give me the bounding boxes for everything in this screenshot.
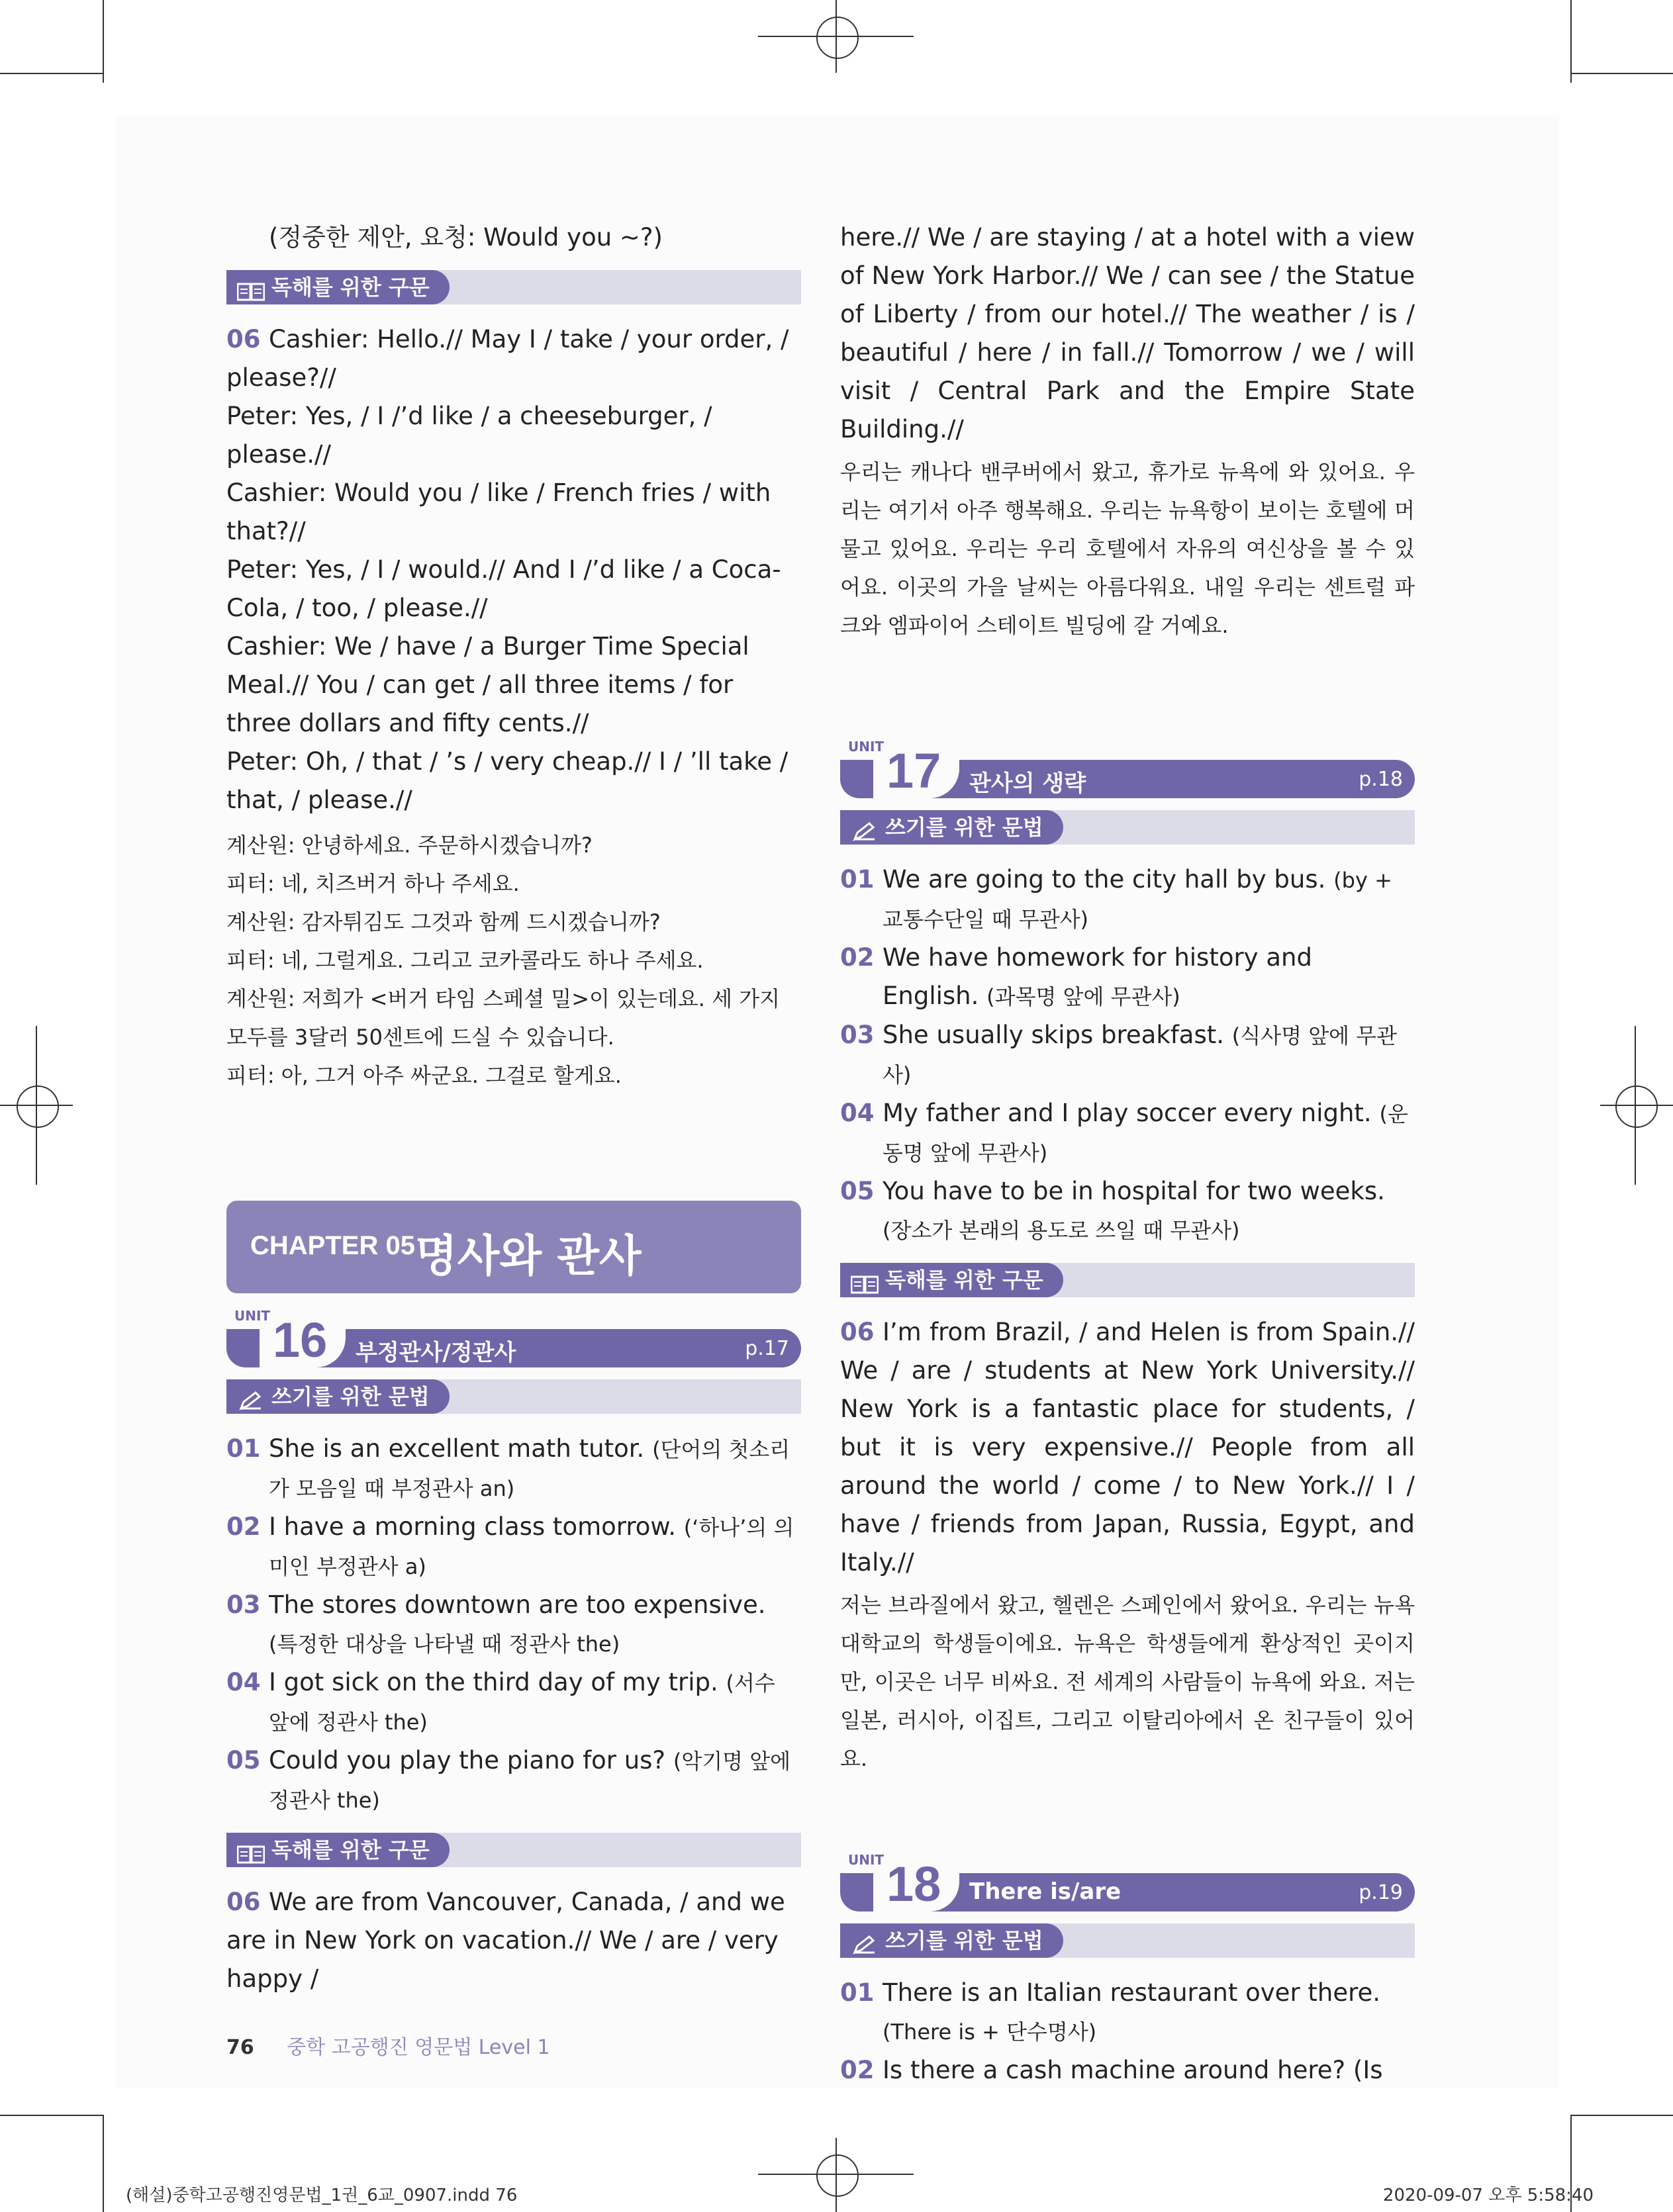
unit-title: 관사의 생략 (969, 770, 1086, 797)
unit-header (840, 739, 1415, 798)
unit-label: UNIT (848, 1852, 884, 1868)
dialog-text: Oh, / that / ’s / very cheap.// I / ’ll take / that, / please.// (226, 747, 789, 814)
unit-label: UNIT (848, 739, 884, 755)
item-number: 06 (840, 1318, 875, 1346)
unit-number: 17 (886, 743, 941, 798)
unit-number: 18 (886, 1857, 941, 1912)
item-sentence: I got sick on the third day of my trip. (269, 1668, 718, 1696)
item-number: 01 (226, 1434, 261, 1463)
reading-banner (840, 1263, 1415, 1297)
reading-paragraph (840, 1313, 1415, 1582)
item-number: 03 (840, 1021, 875, 1049)
unit-number: 16 (273, 1313, 328, 1367)
list-item (840, 1974, 1415, 2051)
dialog-text: Hello.// May I / take / your order, / please?// (226, 325, 789, 392)
pencil-icon (851, 1931, 879, 1951)
item-sentence: Is there a cash machine around here? (Is (883, 2056, 1383, 2084)
translation-line: 계산원: 안녕하세요. 주문하시겠습니까? (226, 833, 593, 858)
list-item (840, 1172, 1415, 1250)
item-note: (운동명 앞에 무관사) (883, 1101, 1408, 1166)
speaker: Cashier: (226, 479, 327, 507)
item-number: 05 (840, 1177, 875, 1205)
unit-header (840, 1852, 1415, 1912)
item-sentence: I have a morning class tomorrow. (269, 1512, 676, 1541)
registration-mark (816, 17, 859, 59)
paragraph-translation: 우리는 캐나다 밴쿠버에서 왔고, 휴가로 뉴욕에 와 있어요. 우리는 여기서 아주 행복해요. 우리는 뉴욕항이 보이는 호텔에 머물고 있어요. 우리는 우리 호텔에서 자유의 여신상을 볼 수 있어요. 이곳의 가을 날씨는 아름다워요. 내일 우리는 센트럴 파크와 엠파이어 스테이트 빌딩에 갈 거예요. (840, 459, 1415, 638)
slug-file: (해설)중학고공행진영문법_1권_6교_0907.indd 76 (126, 2186, 518, 2205)
crop-mark (1570, 0, 1572, 83)
dialog-line (226, 474, 801, 551)
dialog (226, 320, 801, 819)
pencil-icon (237, 1387, 265, 1406)
crop-mark (103, 0, 104, 83)
item-sentence: She is an excellent math tutor. (269, 1434, 645, 1463)
dialog-line (226, 743, 801, 819)
dialog-text: Yes, / I /’d like / a cheeseburger, / please.// (226, 402, 712, 469)
registration-mark (758, 36, 914, 37)
writing-banner-label: 쓰기를 위한 문법 (885, 1928, 1043, 1953)
list-item (840, 2051, 1415, 2090)
item-number: 03 (226, 1590, 261, 1619)
speaker: Peter: (226, 555, 299, 584)
item-sentence: Could you play the piano for us? (269, 1746, 666, 1774)
crop-mark (1572, 73, 1673, 74)
item-number: 04 (226, 1668, 261, 1696)
registration-mark (758, 2174, 914, 2175)
item-number: 06 (226, 1888, 261, 1916)
item-number: 05 (226, 1746, 261, 1774)
writing-banner-label: 쓰기를 위한 문법 (885, 815, 1043, 840)
registration-mark (0, 1105, 73, 1106)
item-number: 04 (840, 1099, 875, 1127)
speaker: Cashier: (269, 325, 369, 353)
item-note: (과목명 앞에 무관사) (986, 984, 1180, 1009)
reading-banner-label: 독해를 위한 구문 (885, 1267, 1043, 1293)
right-column (840, 218, 1415, 2090)
chapter-title: 명사와 관사 (415, 1230, 642, 1281)
unit-title: 부정관사/정관사 (356, 1340, 516, 1366)
item-sentence: We have homework for history and English. (883, 943, 1312, 1010)
dialog-line (226, 551, 801, 627)
page-footer (226, 2031, 550, 2060)
writing-banner (840, 810, 1415, 845)
book-icon (851, 1270, 879, 1290)
dialog-line (226, 627, 801, 743)
list-item (840, 939, 1415, 1016)
list-item (226, 1586, 801, 1663)
translation-line: 계산원: 감자튀김도 그것과 함께 드시겠습니까? (226, 909, 661, 935)
item-note: (서수 앞에 정관사 the) (269, 1671, 775, 1735)
item-note: (There is + 단수명사) (883, 2019, 1097, 2045)
book-title: 중학 고공행진 영문법 Level 1 (287, 2036, 550, 2059)
speaker: Peter: (226, 402, 299, 430)
reading-banner (226, 270, 801, 304)
speaker: Cashier: (226, 632, 327, 661)
translation-line: 계산원: 저희가 <버거 타임 스페셜 밀>이 있는데요. 세 가지 모두를 3달러 50센트에 드실 수 있습니다. (226, 986, 781, 1050)
reading-paragraph: here.// We / are staying / at a hotel with a view of New York Harbor.// We / can see / the Statue of Liberty / from our hotel.// The weather / is / beautiful / here / in fall.// Tomorrow / we / will visit / Central Park and the Empire State Building.// (840, 223, 1415, 443)
dialog-line (226, 320, 801, 397)
item-sentence: She usually skips breakfast. (883, 1021, 1225, 1049)
item-note: (by + 교통수단일 때 무관사) (883, 868, 1392, 932)
item-note: (식사명 앞에 무관사) (883, 1023, 1398, 1087)
item-sentence: We are going to the city hall by bus. (883, 865, 1326, 894)
item-number: 01 (840, 865, 875, 894)
unit-page: p.18 (1359, 768, 1403, 791)
book-icon (237, 277, 265, 297)
reading-paragraph (226, 1883, 801, 1998)
item-note: (특정한 대상을 나타낼 때 정관사 the) (269, 1632, 620, 1657)
paragraph-text: We are from Vancouver, Canada, / and we are in New York on vacation.// We / are / very happy / (226, 1888, 785, 1993)
unit-page: p.19 (1359, 1881, 1403, 1904)
registration-mark (1600, 1105, 1673, 1106)
crop-mark (1572, 2115, 1673, 2116)
translation-line: 피터: 네, 그럴게요. 그리고 코카콜라도 하나 주세요. (226, 948, 704, 973)
item-number: 02 (840, 2056, 875, 2084)
dialog-text: Would you / like / French fries / with that?// (226, 479, 771, 545)
list-item (226, 1741, 801, 1820)
item-note: (장소가 본래의 용도로 쓰일 때 무관사) (883, 1218, 1240, 1243)
registration-mark (17, 1085, 59, 1128)
item-number: 02 (226, 1512, 261, 1541)
pencil-icon (851, 817, 879, 837)
dialog-text: Yes, / I / would.// And I /’d like / a Coca-Cola, / too, / please.// (226, 555, 781, 622)
crop-mark (0, 73, 103, 74)
chapter-label: CHAPTER 05 (250, 1231, 415, 1260)
speaker: Peter: (226, 747, 299, 776)
intro-note: (정중한 제안, 요청: Would you ~?) (269, 223, 663, 252)
paragraph-translation: 저는 브라질에서 왔고, 헬렌은 스페인에서 왔어요. 우리는 뉴욕대학교의 학생들이에요. 뉴욕은 학생들에게 환상적인 곳이지만, 이곳은 너무 비싸요. 전 세계의 사람들이 뉴욕에 와요. 저는 일본, 러시아, 이집트, 그리고 이탈리아에서 온 친구들이 있어요. (840, 1592, 1415, 1771)
list-item (226, 1508, 801, 1586)
left-column (226, 218, 801, 1998)
writing-banner (840, 1923, 1415, 1958)
list-item (840, 860, 1415, 939)
dialog-line (226, 397, 801, 474)
registration-mark (836, 2138, 837, 2212)
list-item (226, 1430, 801, 1508)
item-sentence: The stores downtown are too expensive. (269, 1590, 766, 1619)
item-note: (‘하나’의 의미인 부정관사 a) (269, 1515, 794, 1579)
translation-line: 피터: 네, 치즈버거 하나 주세요. (226, 871, 520, 896)
item-number: 06 (226, 325, 261, 353)
unit-label: UNIT (234, 1308, 271, 1324)
registration-mark (1615, 1085, 1658, 1128)
item-number: 01 (840, 1978, 875, 2007)
unit-page: p.17 (745, 1337, 789, 1360)
list-item (840, 1016, 1415, 1094)
item-number: 02 (840, 943, 875, 972)
crop-mark (103, 2115, 104, 2212)
writing-banner-label: 쓰기를 위한 문법 (271, 1384, 430, 1409)
unit-title: There is/are (969, 1878, 1122, 1905)
book-icon (237, 1840, 265, 1860)
registration-mark (816, 2154, 859, 2197)
reading-banner-label: 독해를 위한 구문 (271, 275, 430, 300)
item-sentence: There is an Italian restaurant over there. (883, 1978, 1381, 2007)
item-sentence: You have to be in hospital for two weeks. (883, 1177, 1385, 1205)
list-item (226, 1663, 801, 1741)
reading-banner (226, 1833, 801, 1867)
list-item (840, 1094, 1415, 1172)
translation-line: 피터: 아, 그거 아주 싸군요. 그걸로 할게요. (226, 1063, 622, 1088)
item-sentence: My father and I play soccer every night. (883, 1099, 1372, 1127)
page-number: 76 (226, 2036, 254, 2059)
item-note: (단어의 첫소리가 모음일 때 부정관사 an) (269, 1437, 790, 1501)
dialog-translation (226, 826, 801, 1095)
chapter-header (226, 1201, 801, 1293)
paragraph-text: I’m from Brazil, / and Helen is from Spain.// We / are / students at New York University.// New York is a fantastic place for students, / but it is very expensive.// People from all around the world / come / to New York.// I / have / friends from Japan, Russia, Egypt, and Italy.// (840, 1318, 1415, 1577)
dialog-text: We / have / a Burger Time Special Meal.// You / can get / all three items / for three dollars and fifty cents.// (226, 632, 749, 737)
reading-banner-label: 독해를 위한 구문 (271, 1837, 430, 1863)
unit-header (226, 1308, 801, 1367)
writing-banner (226, 1379, 801, 1414)
slug-date: 2020-09-07 오후 5:58:40 (1382, 2186, 1594, 2205)
item-note: (악기명 앞에 정관사 the) (269, 1749, 791, 1813)
crop-mark (0, 2115, 103, 2116)
